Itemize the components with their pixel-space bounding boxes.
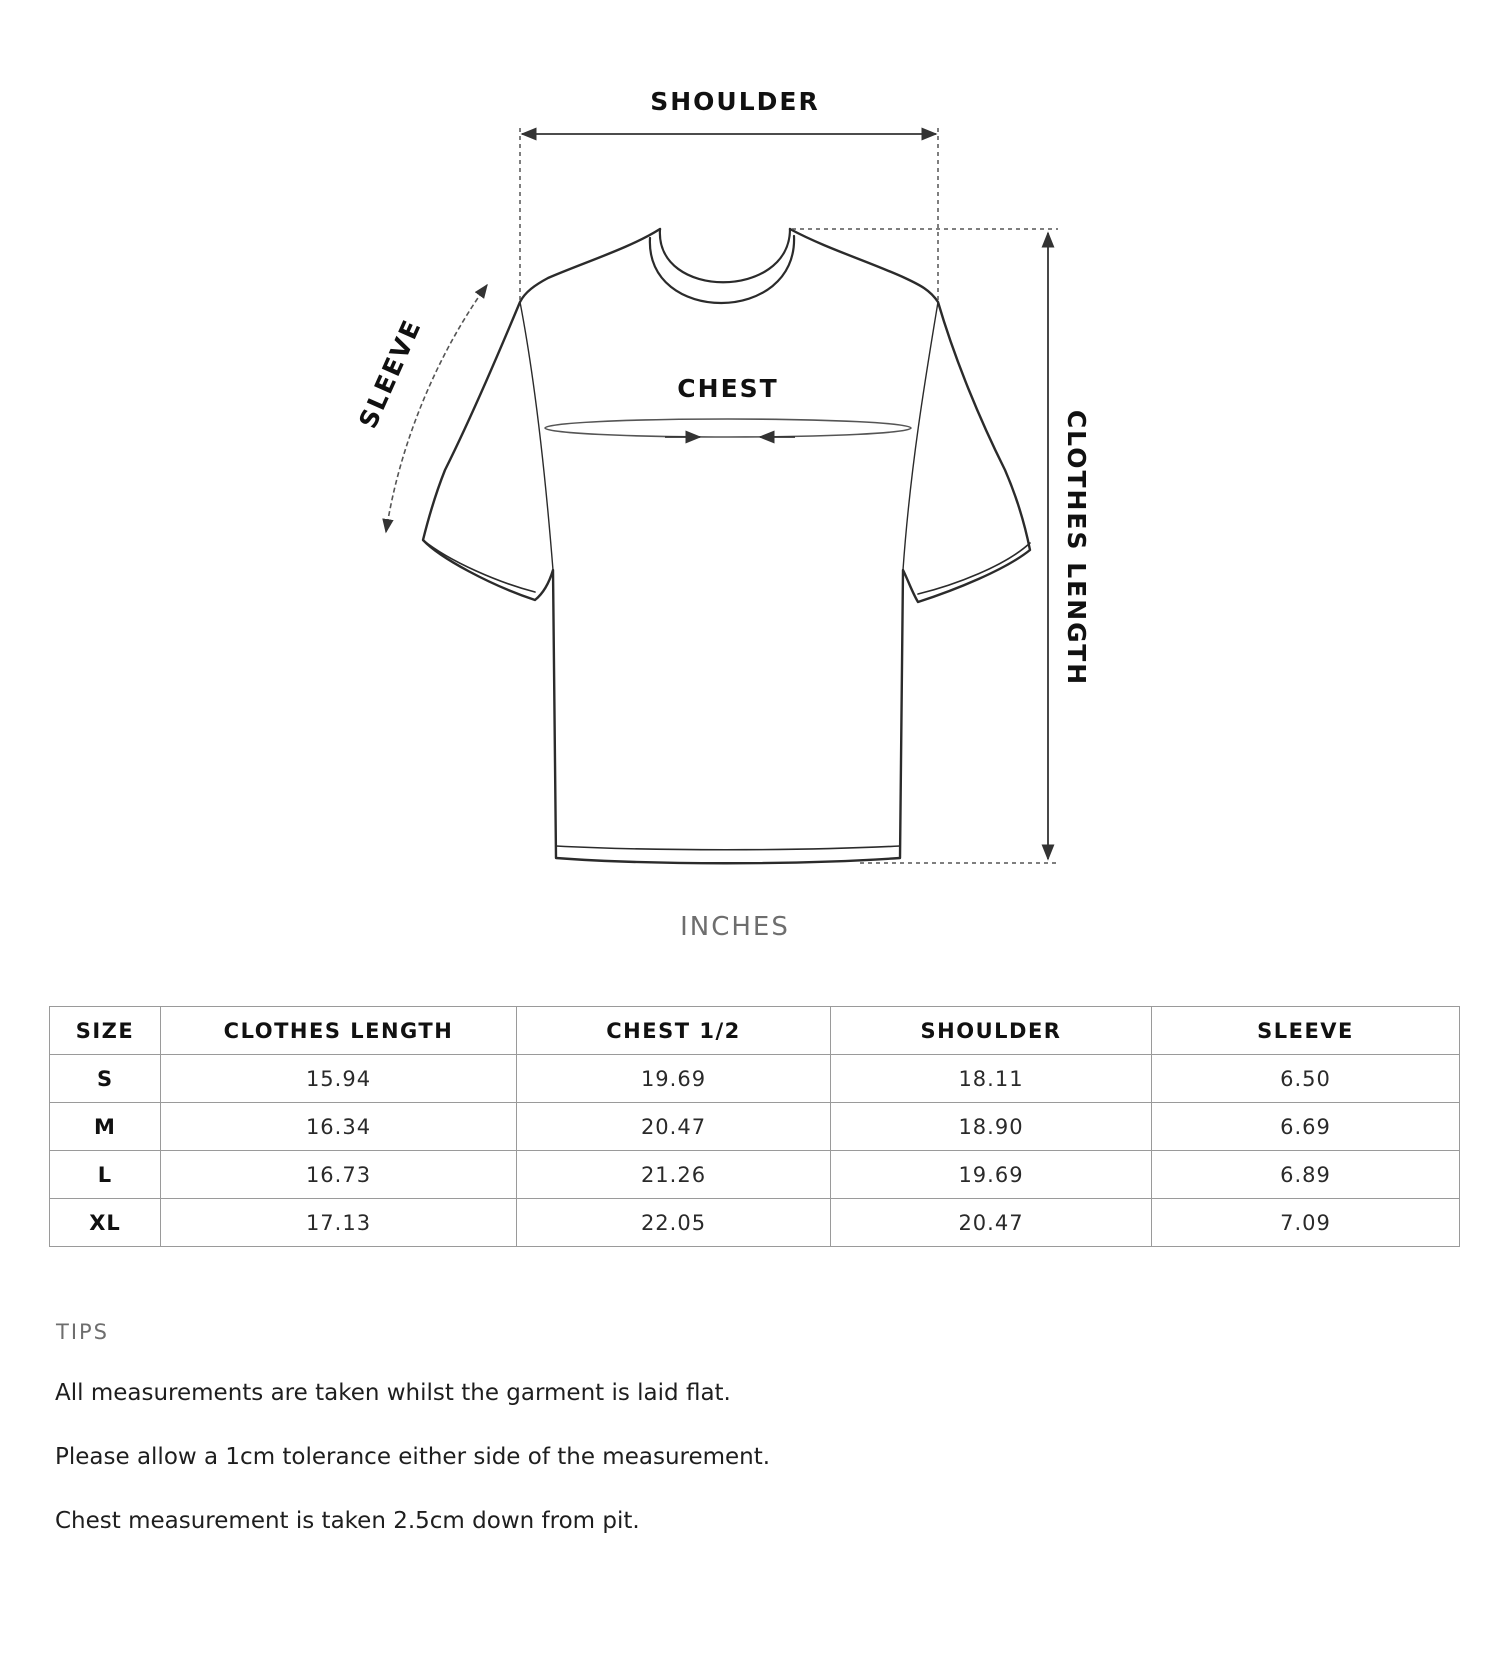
chest-dimension <box>545 374 911 437</box>
shoulder-label: SHOULDER <box>650 87 820 116</box>
tshirt-outline <box>423 229 1030 863</box>
shoulder-cell: 19.69 <box>831 1151 1152 1199</box>
table-row <box>50 1151 1460 1199</box>
tips-heading: TIPS <box>56 1320 110 1344</box>
clothes-length-cell: 16.73 <box>161 1151 517 1199</box>
tip-line: Please allow a 1cm tolerance either side of the measurement. <box>55 1444 771 1470</box>
shoulder-dimension <box>520 87 938 300</box>
chest-cell: 20.47 <box>517 1103 831 1151</box>
clothes-length-dimension <box>792 229 1091 863</box>
header-size: SIZE <box>50 1007 161 1055</box>
size-cell: L <box>50 1151 161 1199</box>
shoulder-cell: 18.11 <box>831 1055 1152 1103</box>
size-cell: XL <box>50 1199 161 1247</box>
shoulder-cell: 18.90 <box>831 1103 1152 1151</box>
clothes-length-cell: 15.94 <box>161 1055 517 1103</box>
header-shoulder: SHOULDER <box>831 1007 1152 1055</box>
sleeve-cell: 6.89 <box>1152 1151 1460 1199</box>
size-cell: M <box>50 1103 161 1151</box>
table-row <box>50 1199 1460 1247</box>
table-header-row <box>50 1007 1460 1055</box>
tip-line: Chest measurement is taken 2.5cm down from pit. <box>55 1508 640 1534</box>
sleeve-label: SLEEVE <box>353 314 428 433</box>
header-sleeve: SLEEVE <box>1152 1007 1460 1055</box>
tip-line: All measurements are taken whilst the garment is laid flat. <box>55 1380 731 1406</box>
clothes-length-label: CLOTHES LENGTH <box>1062 409 1091 687</box>
shoulder-cell: 20.47 <box>831 1199 1152 1247</box>
header-chest-half: CHEST 1/2 <box>517 1007 831 1055</box>
clothes-length-cell: 16.34 <box>161 1103 517 1151</box>
unit-label: INCHES <box>680 912 790 942</box>
size-chart-table <box>49 1006 1460 1247</box>
chest-label: CHEST <box>677 374 779 403</box>
table-row <box>50 1103 1460 1151</box>
sleeve-cell: 6.69 <box>1152 1103 1460 1151</box>
chest-cell: 22.05 <box>517 1199 831 1247</box>
sleeve-dimension <box>353 285 487 532</box>
sleeve-cell: 6.50 <box>1152 1055 1460 1103</box>
sleeve-cell: 7.09 <box>1152 1199 1460 1247</box>
size-cell: S <box>50 1055 161 1103</box>
chest-cell: 21.26 <box>517 1151 831 1199</box>
clothes-length-cell: 17.13 <box>161 1199 517 1247</box>
chest-cell: 19.69 <box>517 1055 831 1103</box>
table-row <box>50 1055 1460 1103</box>
header-clothes-length: CLOTHES LENGTH <box>161 1007 517 1055</box>
